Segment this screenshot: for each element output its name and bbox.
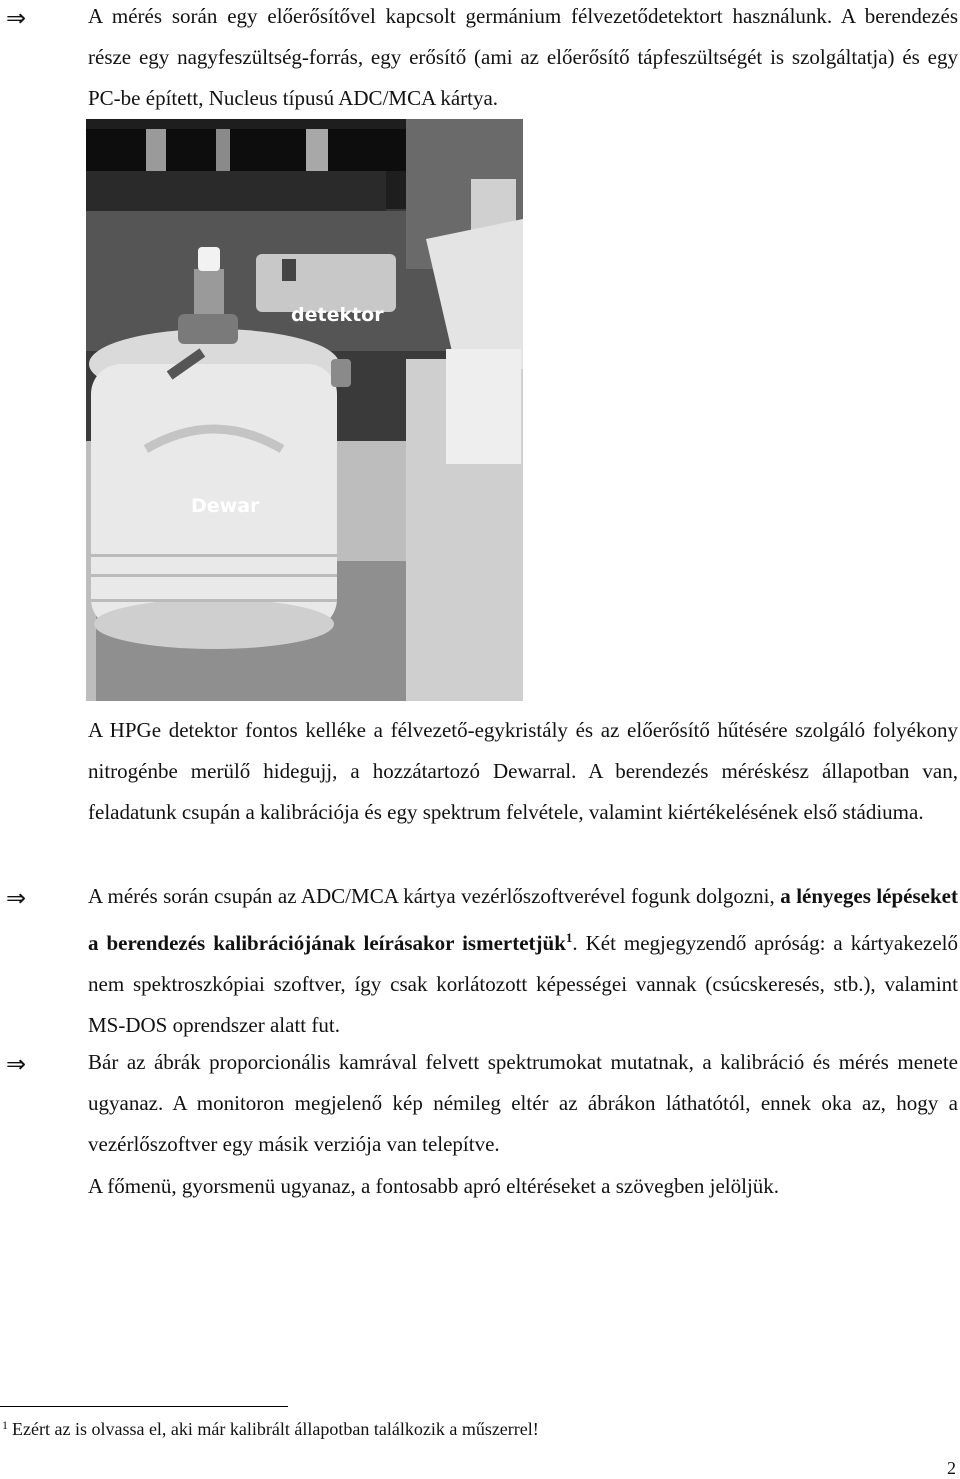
paragraph-3-bold: a lényeges lépéseket a berendezés kalibrációjának leírásakor ismertetjük [88,884,958,955]
detector-label: detektor [291,304,384,326]
footnote-mark: 1 [2,1418,8,1432]
footnote [2,1414,539,1440]
page-number: 2 [947,1458,956,1478]
paragraph-4: Bár az ábrák proporcionális kamrával felvett spektrumokat mutatnak, a kalibráció és mérés menete ugyanaz. A monitoron megjelenő kép némileg eltér az ábrákon láthatótól, ennek oka az, hogy a vezérlőszoftver egy másik verziója van telepítve. [88,1050,958,1156]
hpge-detector-photo [86,119,523,701]
footnote-rule [0,1406,288,1407]
paragraph-5: A főmenü, gyorsmenü ugyanaz, a fontosabb apró eltéréseket a szövegben jelöljük. [88,1174,780,1198]
paragraph-1: A mérés során egy előerősítővel kapcsolt germánium félvezetődetektort használunk. A berendezés része egy nagyfeszültség-forrás, egy erősítő (ami az előerősítő tápfeszültségét is szolgáltatja) és egy PC-be épített, Nucleus típusú ADC/MCA kártya. [88,4,958,110]
dewar-label: Dewar [191,495,260,517]
bullet-arrow-1: ⇒ [6,4,27,32]
paragraph-3 [88,876,958,1046]
bullet-arrow-4: ⇒ [6,1050,27,1078]
bullet-arrow-3: ⇒ [6,884,27,912]
paragraph-3-text: A mérés során csupán az ADC/MCA kártya vezérlőszoftverével fogunk dolgozni, [88,884,781,908]
footnote-text: Ezért az is olvassa el, aki már kalibrált állapotban találkozik a műszerrel! [12,1419,539,1439]
footnote-ref: 1 [565,930,573,945]
paragraph-3-rest: . Két megjegyzendő apróság: a kártyakezelő nem spektroszkópiai szoftver, így csak korlátozott képességei vannak (csúcskeresés, stb.), valamint MS-DOS oprendszer alatt fut. [88,931,958,1037]
paragraph-2: A HPGe detektor fontos kelléke a félvezető-egykristály és az előerősítő hűtésére szolgáló folyékony nitrogénbe merülő hidegujj, a hozzátartozó Dewarral. A berendezés méréskész állapotban van, feladatunk csupán a kalibrációja és egy spektrum felvétele, valamint kiértékelésének első stádiuma. [88,718,958,824]
